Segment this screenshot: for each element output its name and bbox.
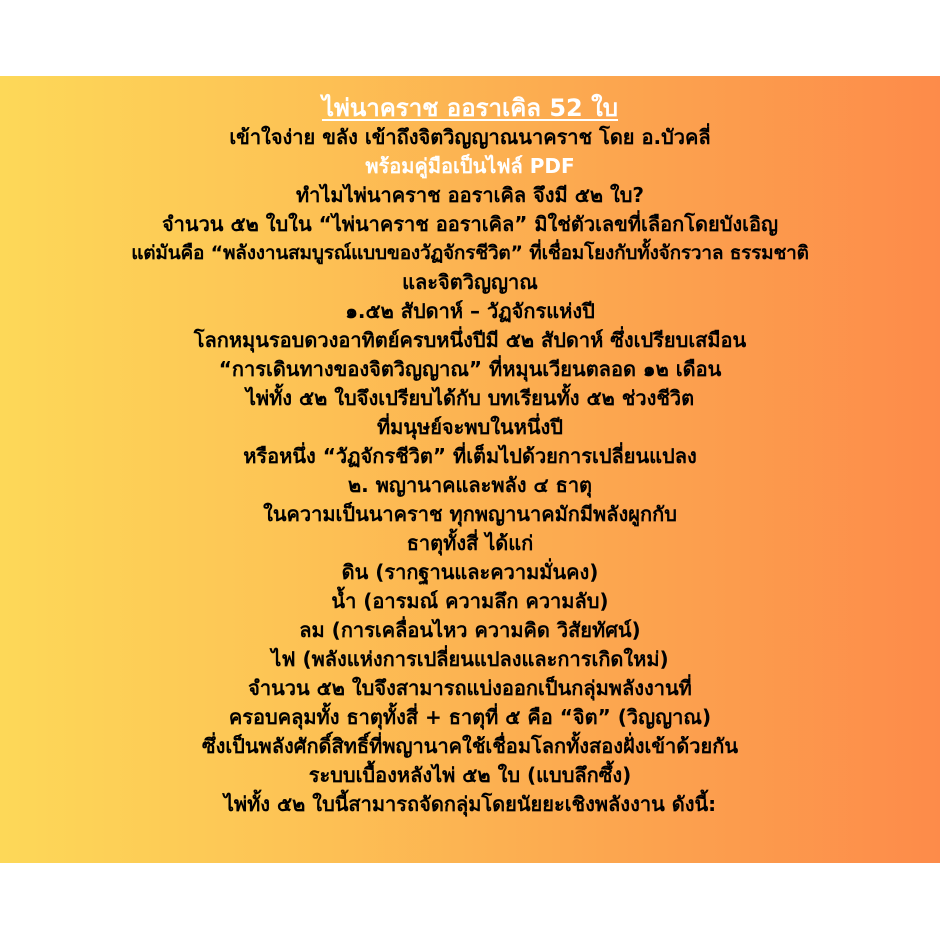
text-line: ๑.๕๒ สัปดาห์ – วัฏจักรแห่งปี bbox=[345, 299, 595, 323]
text-line: ที่มนุษย์จะพบในหนึ่งปี bbox=[376, 415, 564, 439]
text-block bbox=[0, 94, 940, 819]
text-line: แต่มันคือ “พลังงานสมบูรณ์แบบของวัฏจักรชีวิต” ที่เชื่อมโยงกับทั้งจักรวาล ธรรมชาติ bbox=[131, 242, 809, 264]
text-line: ระบบเบื้องหลังไพ่ ๕๒ ใบ (แบบลึกซึ้ง) bbox=[308, 763, 632, 787]
text-line: ไฟ (พลังแห่งการเปลี่ยนแปลงและการเกิดใหม่) bbox=[271, 647, 669, 671]
text-line: จำนวน ๕๒ ใบจึงสามารถแบ่งออกเป็นกลุ่มพลังงานที่ bbox=[248, 676, 692, 700]
gradient-banner bbox=[0, 76, 940, 863]
text-line: ในความเป็นนาคราช ทุกพญานาคมักมีพลังผูกกับ bbox=[263, 502, 677, 526]
text-line: น้ำ (อารมณ์ ความลึก ความลับ) bbox=[331, 589, 609, 613]
text-line: ทำไมไพ่นาคราช ออราเคิล จึงมี ๕๒ ใบ? bbox=[295, 183, 645, 207]
text-line: หรือหนึ่ง “วัฏจักรชีวิต” ที่เต็มไปด้วยการเปลี่ยนแปลง bbox=[243, 444, 697, 468]
page-title: ไพ่นาคราช ออราเคิล 52 ใบ bbox=[321, 94, 619, 122]
text-line: “การเดินทางของจิตวิญญาณ” ที่หมุนเวียนตลอด ๑๒ เดือน bbox=[218, 357, 722, 381]
text-line: ดิน (รากฐานและความมั่นคง) bbox=[341, 560, 599, 584]
text-line: ไพ่ทั้ง ๕๒ ใบนี้สามารถจัดกลุ่มโดยนัยยะเชิงพลังงาน ดังนี้: bbox=[223, 792, 717, 816]
text-line: ไพ่ทั้ง ๕๒ ใบจึงเปรียบได้กับ บทเรียนทั้ง ๕๒ ช่วงชีวิต bbox=[245, 386, 695, 410]
text-line: ซึ่งเป็นพลังศักดิ์สิทธิ์ที่พญานาคใช้เชื่อมโลกทั้งสองฝั่งเข้าด้วยกัน bbox=[202, 734, 738, 758]
text-line: และจิตวิญญาณ bbox=[402, 270, 538, 294]
text-line: ครอบคลุมทั้ง ธาตุทั้งสี่ + ธาตุที่ ๕ คือ “จิต” (วิญญาณ) bbox=[228, 705, 712, 729]
text-line: จำนวน ๕๒ ใบใน “ไพ่นาคราช ออราเคิล” มิใช่ตัวเลขที่เลือกโดยบังเอิญ bbox=[161, 212, 779, 236]
text-line: โลกหมุนรอบดวงอาทิตย์ครบหนึ่งปีมี ๕๒ สัปดาห์ ซึ่งเปรียบเสมือน bbox=[193, 328, 747, 352]
byline: เข้าใจง่าย ขลัง เข้าถึงจิตวิญญาณนาคราช โดย อ.บัวคลี่ bbox=[229, 125, 711, 149]
text-line: ๒. พญานาคและพลัง ๔ ธาตุ bbox=[347, 473, 593, 497]
manual-note: พร้อมคู่มือเป็นไฟล์ PDF bbox=[365, 154, 575, 178]
text-line: ธาตุทั้งสี่ ได้แก่ bbox=[406, 531, 534, 555]
text-line: ลม (การเคลื่อนไหว ความคิด วิสัยทัศน์) bbox=[299, 618, 641, 642]
